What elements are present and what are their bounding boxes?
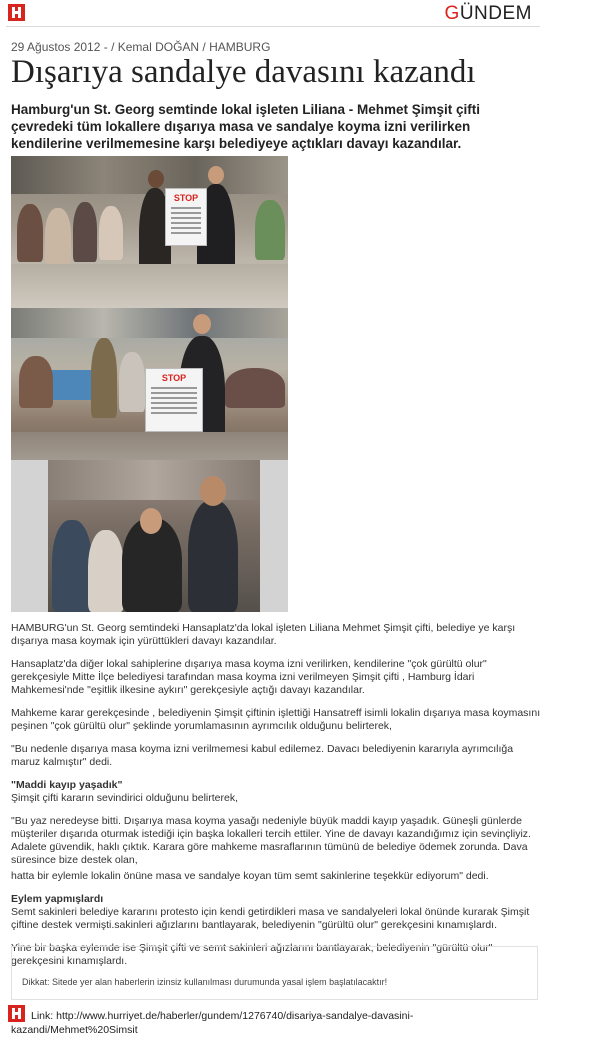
article-title: Dışarıya sandalye davasını kazandı: [11, 54, 476, 90]
body-paragraph: Yine bir başka eylemde ise Şimşit çifti ve semt sakinleri ağızlarını bantlayarak, belediyenin "gürültü olur" gerekçesini kınamışlardı.: [11, 942, 493, 967]
body-paragraph: Semt sakinleri belediye kararını protesto için kendi getirdikleri masa ve sandalyeleri lokal önünde kurarak Şimşit çiftine destek vermişti.sakinleri ağızlarını bantlayarak, belediyenin "gürültü olur" gerekçesini kınamışlardı.: [11, 906, 530, 931]
subheading: "Maddi kayıp yaşadık": [11, 779, 123, 791]
article-meta: 29 Ağustos 2012 - / Kemal DOĞAN / HAMBURG: [11, 40, 271, 54]
disclaimer-text: Dikkat: Sitede yer alan haberlerin izinsiz kullanılması durumunda yasal işlem başlatılacaktır!: [22, 977, 388, 987]
source-link[interactable]: [11, 1009, 451, 1037]
section-title[interactable]: GÜNDEM: [444, 3, 532, 24]
header-divider: [6, 26, 540, 27]
hurriyet-logo-icon[interactable]: [8, 4, 25, 21]
stop-sign-text: STOP: [173, 193, 199, 203]
body-paragraph: Mahkeme karar gerekçesinde , belediyenin Şimşit çiftinin işlettiği Hansatreff isimli lokalin dışarıya masa koymasını peşinen "çok gürültü olur" şeklinde yorumlamasının ayrımcılık olduğunu belirterek,: [11, 707, 541, 732]
body-paragraph: Hansaplatz'da diğer lokal sahiplerine dışarıya masa koyma izni verilirken, kendilerine "çok gürültü olur" gerekçesiyle Mitte İlçe belediyesi tarafından masa koyma izni verilmeyen Şimşit çifti , Hamburg İdari Mahkemesi'nde "eşitlik ilkesine aykırı" gerekçesiyle açtığı davayı kazandılar.: [11, 658, 487, 696]
link-label: Link:: [31, 1010, 54, 1022]
body-paragraph: Şimşit çifti kararın sevindirici olduğunu belirterek,: [11, 792, 239, 804]
body-paragraph: hatta bir eylemle lokalin önüne masa ve sandalye koyan tüm semt sakinlerine teşekkür ediyorum" dedi.: [11, 870, 489, 882]
article-photo-2: STOP: [11, 308, 288, 460]
link-url[interactable]: http://www.hurriyet.de/haberler/gundem/1276740/disariya-sandalye-davasini-kazandi/Mehmet%20Simsit: [11, 1010, 414, 1036]
subheading: Eylem yapmışlardı: [11, 893, 104, 905]
body-paragraph: HAMBURG'un St. Georg semtindeki Hansaplatz'da lokal işleten Liliana Mehmet Şimşit çifti, belediye ye karşı dışarıya masa koymak için yürüttükleri davayı kazandılar.: [11, 622, 516, 647]
article-body: [11, 622, 541, 978]
article-photo-3: [11, 460, 288, 612]
article-photo-1: [11, 156, 288, 308]
article-lead: Hamburg'un St. Georg semtinde lokal işleten Liliana - Mehmet Şimşit çifti çevredeki tüm lokallere dışarıya masa ve sandalye koyma izni verilirken kendilerine verilmemesine karşı belediyeye açtıkları davayı kazandılar.: [11, 102, 481, 151]
disclaimer-box: [11, 946, 538, 1000]
body-paragraph: "Bu nedenle dışarıya masa koyma izni verilmemesi kabul edilemez. Davacı belediyenin kararıyla ayrımcılığa maruz kalmıştır" dedi.: [11, 743, 514, 768]
body-paragraph: "Bu yaz neredeyse bitti. Dışarıya masa koyma yasağı nedeniyle büyük maddi kayıp yaşadık. Güneşli günlerde müşteriler dışarıda oturmak istediği için başka lokalleri tercih ettiler. Yine de davayı kazandığımız için sevinçliyiz. Adalete güvendik, haklı çıktık. Karara göre mahkeme masraflarının tümünü de belediye ödemek zorunda. Dava süresince bize destek olan,: [11, 815, 531, 866]
